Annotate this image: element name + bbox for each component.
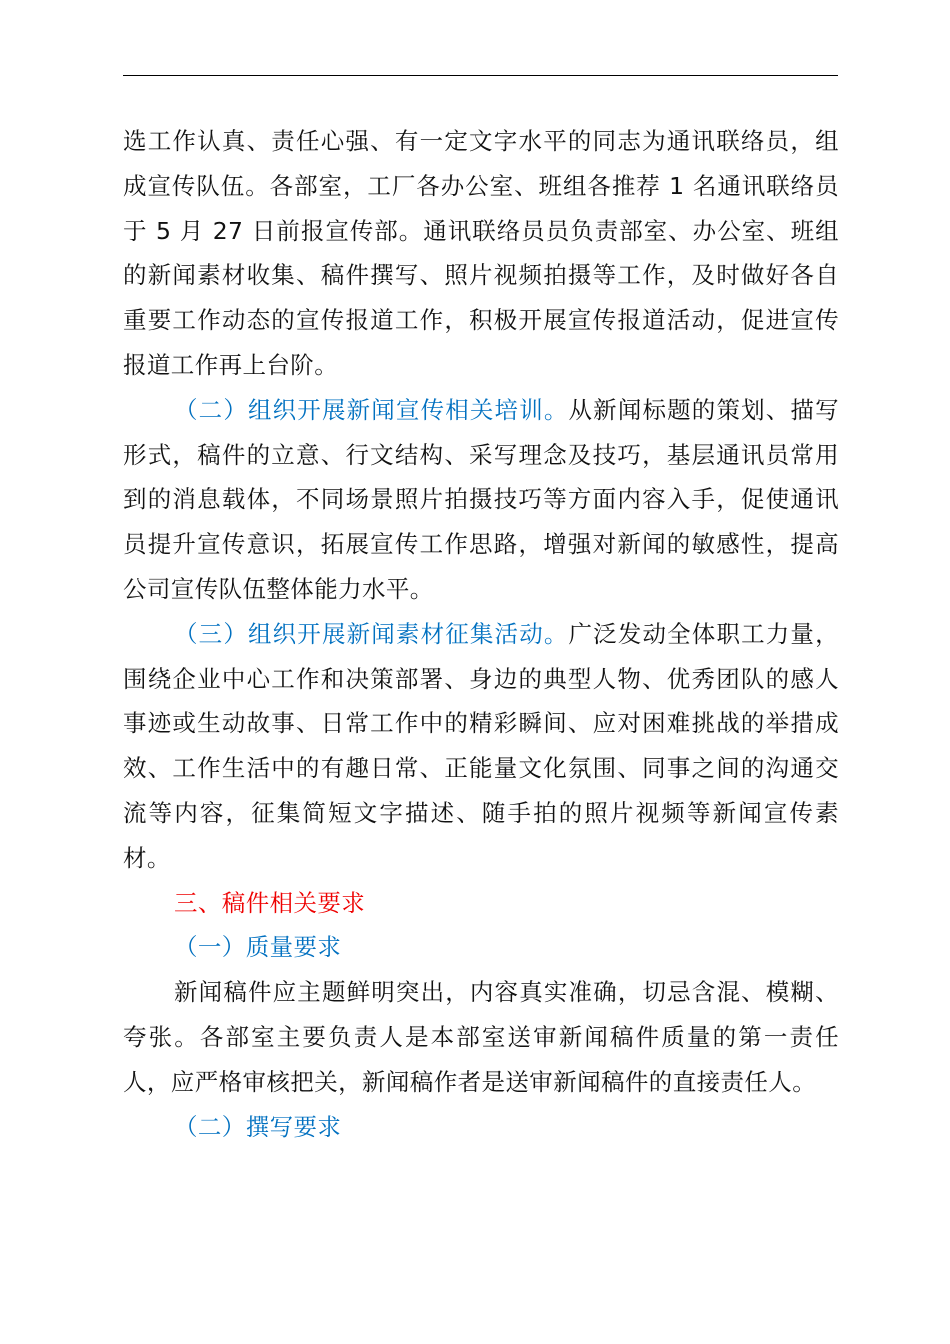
subheading-quality-requirements: （一）质量要求: [174, 933, 342, 962]
section-title-manuscript-requirements: 三、稿件相关要求: [174, 888, 366, 917]
paragraph-training-body: 从新闻标题的策划、描写形式，稿件的立意、行文结构、采写理念及技巧，基层通讯员常用到的消息载体，不同场景照片拍摄技巧等方面内容入手，促使通讯员提升宣传意识，拓展宣传工作思路，增强对新闻的敏感性，提高公司宣传队伍整体能力水平。: [123, 395, 839, 603]
paragraph-material-collection-body: 广泛发动全体职工力量，围绕企业中心工作和决策部署、身边的典型人物、优秀团队的感人事迹或生动故事、日常工作中的精彩瞬间、应对困难挑战的举措成效、工作生活中的有趣日常、正能量文化氛围、同事之间的沟通交流等内容，征集简短文字描述、随手拍的照片视频等新闻宣传素材。: [123, 619, 839, 872]
paragraph-training: [123, 388, 839, 612]
paragraph-material-collection: [123, 612, 839, 881]
paragraph-liaison-team: 选工作认真、责任心强、有一定文字水平的同志为通讯联络员，组成宣传队伍。各部室，工厂各办公室、班组各推荐 1 名通讯联络员于 5 月 27 日前报宣传部。通讯联络员员负责部室、办公室、班组的新闻素材收集、稿件撰写、照片视频拍摄等工作，及时做好各自重要工作动态的宣传报道工作，积极开展宣传报道活动，促进宣传报道工作再上台阶。: [123, 127, 839, 379]
header-rule: [123, 75, 838, 76]
subheading-writing-requirements: （二）撰写要求: [174, 1112, 342, 1141]
paragraph-quality-requirements: 新闻稿件应主题鲜明突出，内容真实准确，切忌含混、模糊、夸张。各部室主要负责人是本部室送审新闻稿件质量的第一责任人，应严格审核把关，新闻稿作者是送审新闻稿件的直接责任人。: [123, 978, 839, 1096]
document-body: [123, 119, 839, 1149]
subheading-material-collection: （三）组织开展新闻素材征集活动。: [174, 619, 569, 648]
subheading-training: （二）组织开展新闻宣传相关培训。: [174, 395, 569, 424]
